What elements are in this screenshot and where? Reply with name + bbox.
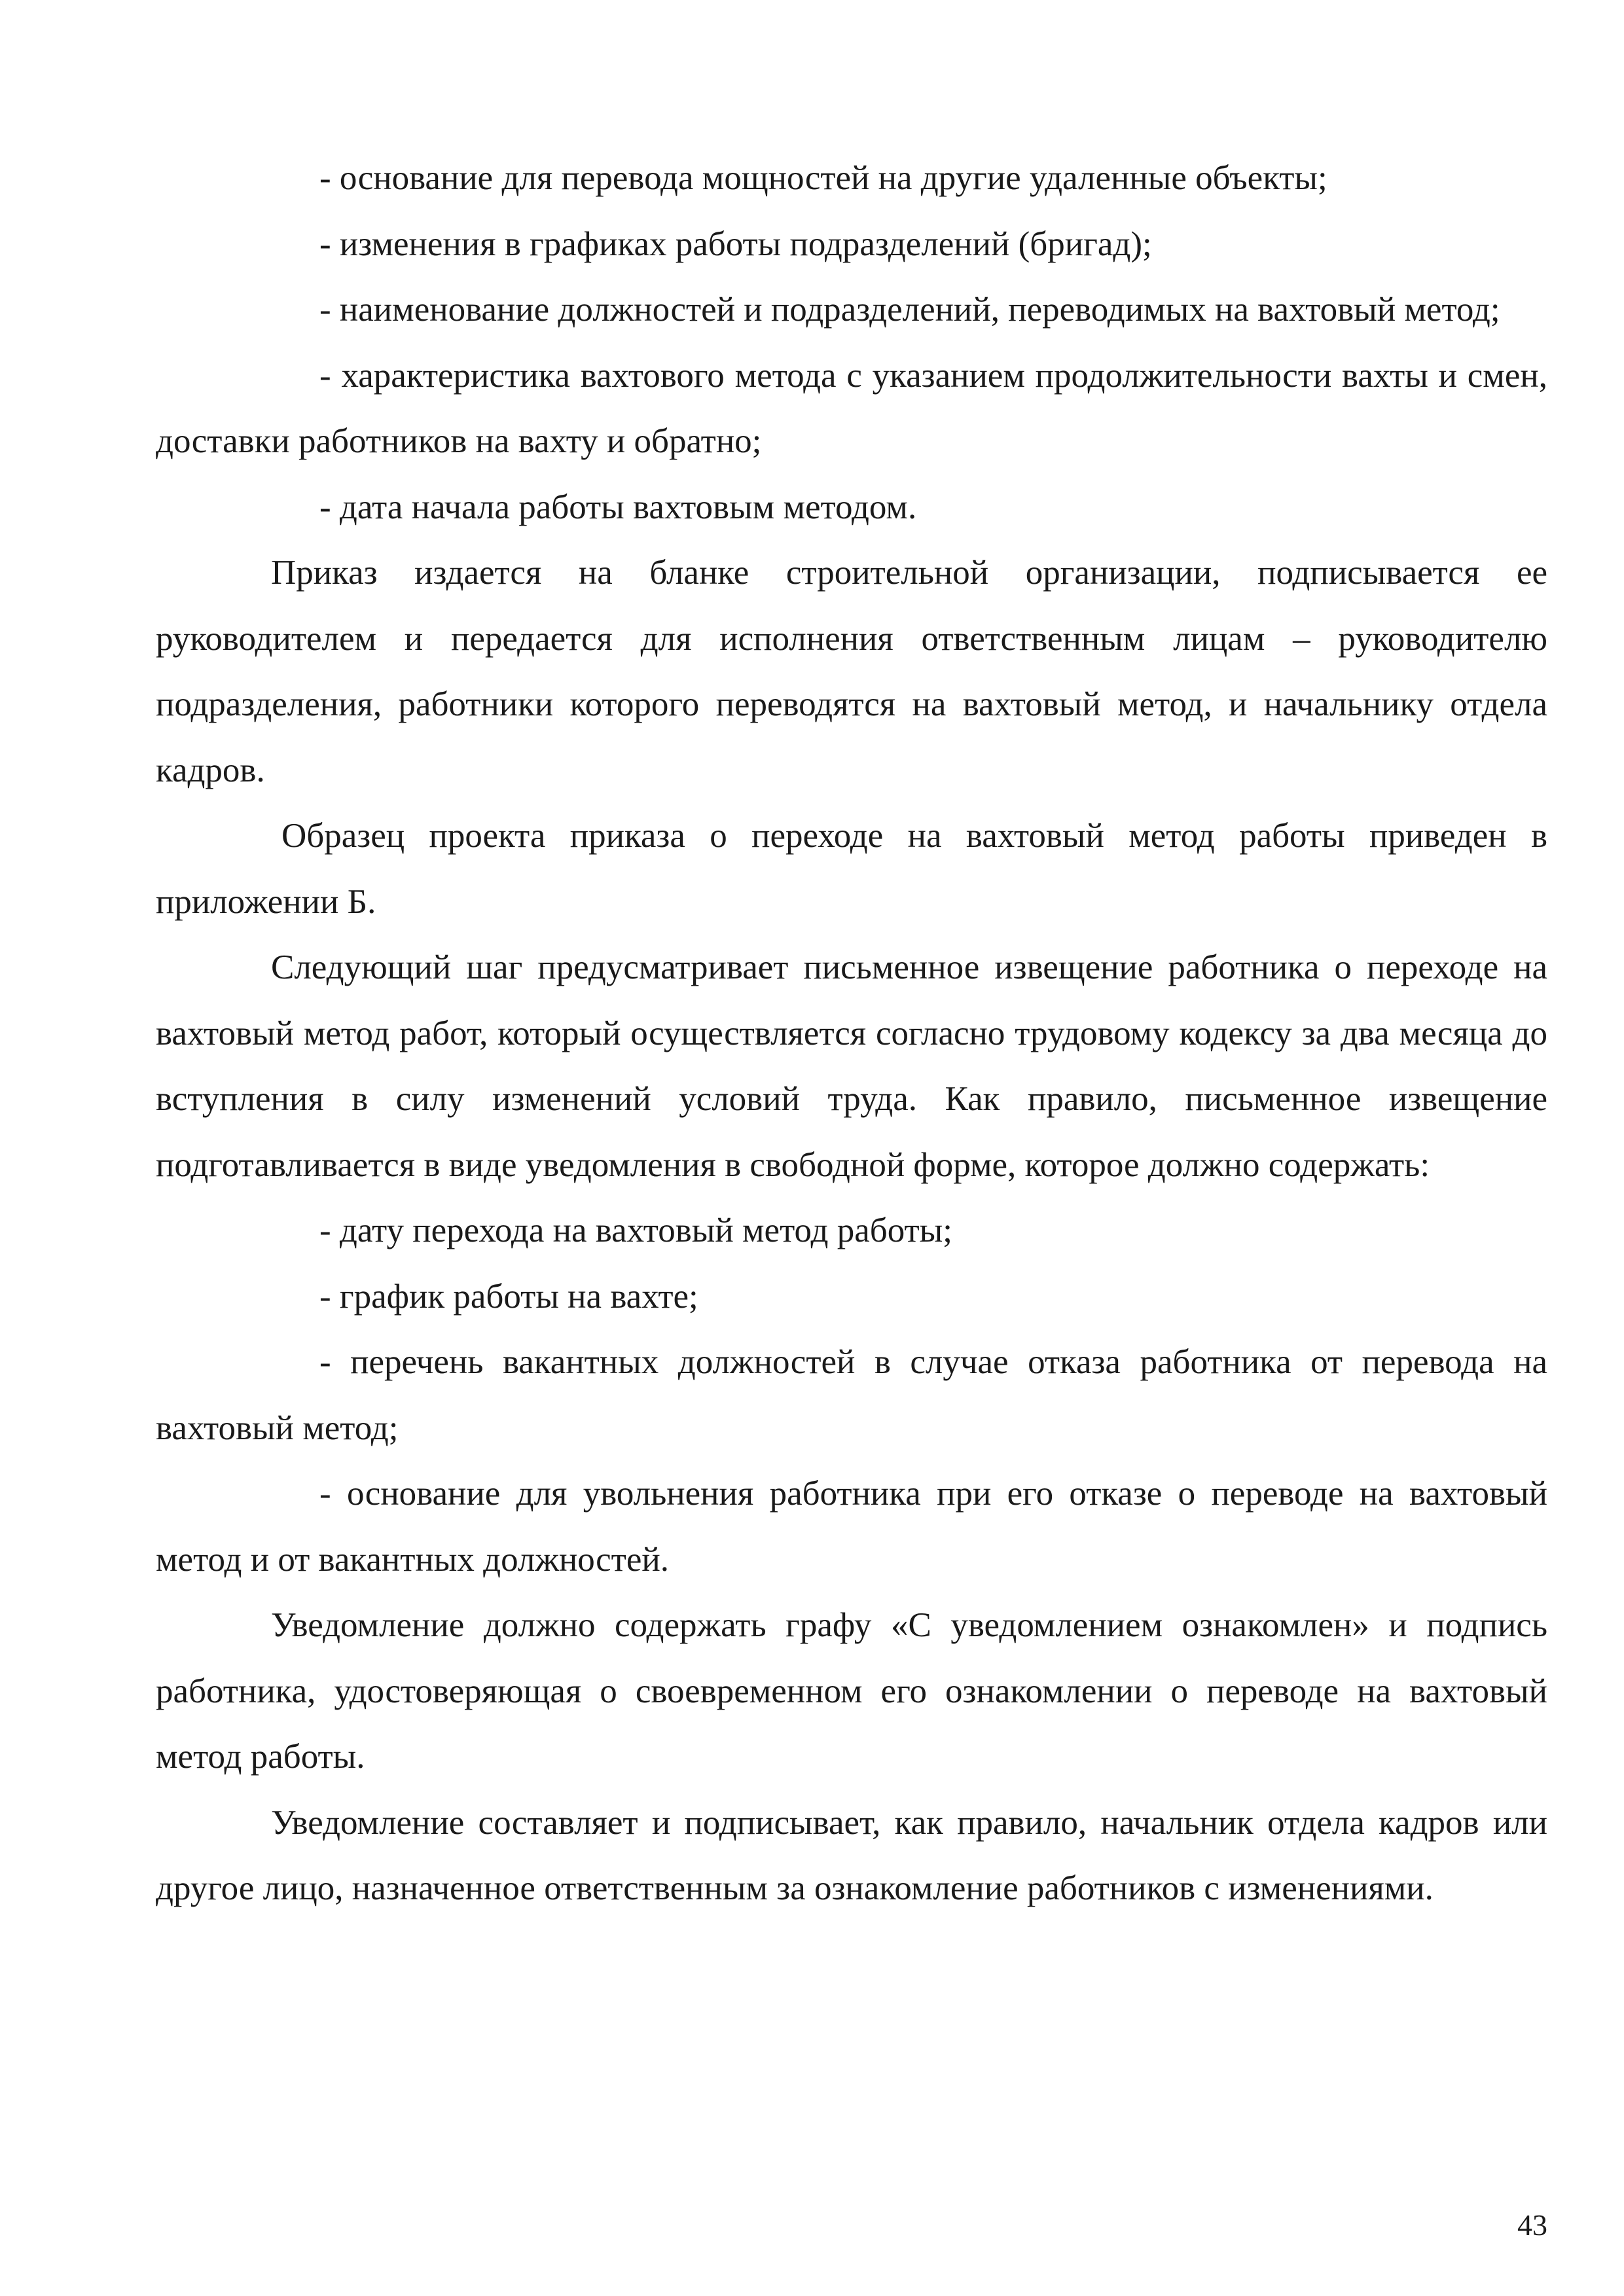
body-text: [156, 145, 1547, 1922]
paragraph: Приказ издается на бланке строительной организации, подписывается ее руководителем и передается для исполнения ответственным лицам – руководителю подразделения, работники которого переводятся на вахтовый метод, и начальнику отдела кадров.: [156, 554, 1547, 789]
list-item: - перечень вакантных должностей в случае отказа работника от перевода на вахтовый метод;: [156, 1343, 1547, 1447]
page-number: 43: [1517, 2208, 1547, 2242]
paragraph: Уведомление составляет и подписывает, как правило, начальник отдела кадров или другое лицо, назначенное ответственным за ознакомление работников с изменениями.: [156, 1803, 1547, 1907]
paragraph: Уведомление должно содержать графу «С уведомлением ознакомлен» и подпись работника, удостоверяющая о своевременном его ознакомлении о переводе на вахтовый метод работы.: [156, 1606, 1547, 1776]
list-item: - наименование должностей и подразделений, переводимых на вахтовый метод;: [319, 291, 1500, 329]
list-item: - характеристика вахтового метода с указанием продолжительности вахты и смен, доставки работников на вахту и обратно;: [156, 356, 1547, 460]
list-item: - график работы на вахте;: [319, 1277, 698, 1316]
list-item: - основание для перевода мощностей на другие удаленные объекты;: [319, 159, 1327, 197]
paragraph: Образец проекта приказа о переходе на вахтовый метод работы приведен в приложении Б.: [156, 817, 1547, 921]
list-item: - основание для увольнения работника при его отказе о переводе на вахтовый метод и от вакантных должностей.: [156, 1475, 1547, 1579]
paragraph: Следующий шаг предусматривает письменное извещение работника о переходе на вахтовый метод работ, который осуществляется согласно трудовому кодексу за два месяца до вступления в силу изменений условий труда. Как правило, письменное извещение подготавливается в виде уведомления в свободной форме, которое должно содержать:: [156, 948, 1547, 1184]
list-item: - дата начала работы вахтовым методом.: [319, 488, 917, 526]
list-item: - дату перехода на вахтовый метод работы;: [319, 1211, 953, 1249]
list-item: - изменения в графиках работы подразделений (бригад);: [319, 224, 1152, 263]
